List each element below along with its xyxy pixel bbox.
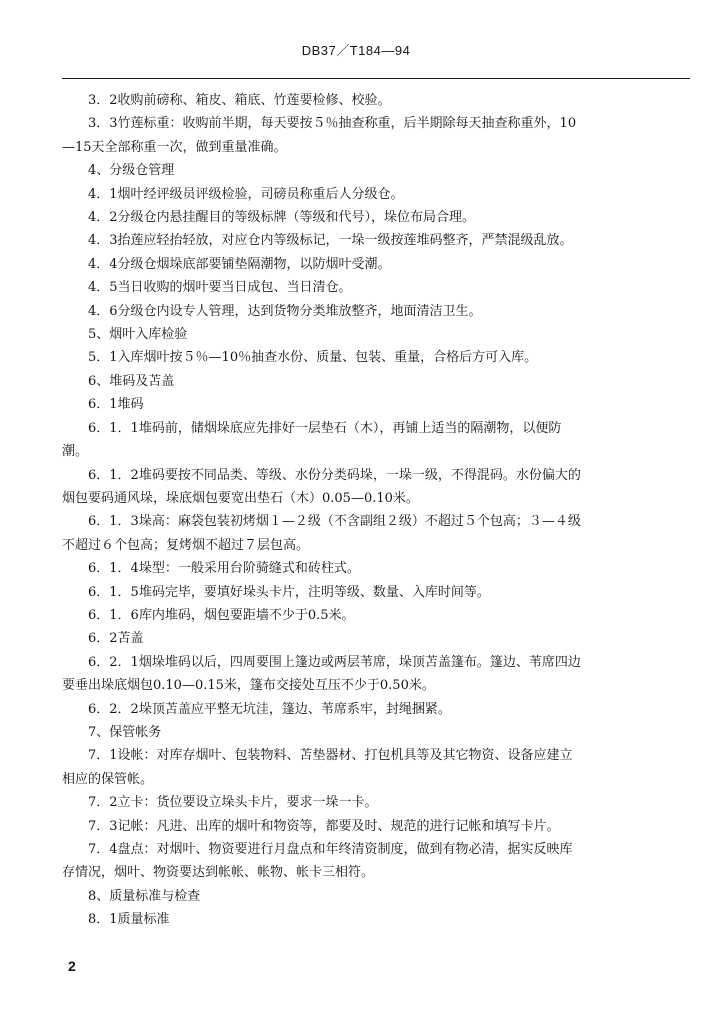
- text-line: 不超过６个包高；复烤烟不超过７层包高。: [62, 537, 310, 553]
- text-line: 5．1入库烟叶按５％—10％抽查水份、质量、包装、重量，合格后方可入库。: [88, 350, 538, 366]
- text-line: 存情况，烟叶、物资要达到帐帐、帐物、帐卡三相符。: [62, 865, 375, 881]
- text-line: 要垂出垛底烟包0.10—0.15米，篷布交接处互压不少于0.50米。: [62, 678, 435, 694]
- text-line: 6．1．4垛型：一般采用台阶骑缝式和砖柱式。: [88, 561, 360, 577]
- text-line: 7．4盘点：对烟叶、物资要进行月盘点和年终清资制度，做到有物必清，据实反映库: [88, 842, 573, 857]
- page-number: 2: [68, 958, 76, 974]
- text-line: 4．4分级仓烟垛底部要铺垫隔潮物，以防烟叶受潮。: [88, 256, 391, 272]
- text-line: —15天全部称重一次，做到重量准确。: [62, 139, 287, 155]
- document-code-header: DB37／T184—94: [301, 43, 411, 58]
- text-line: 4．5当日收购的烟叶要当日成包、当日清仓。: [88, 280, 352, 296]
- text-line: 7．1设帐：对库存烟叶、包装物料、苫垫器材、打包机具等及其它物资、设备应建立: [88, 748, 573, 764]
- text-line: 4、分级仓管理: [88, 163, 175, 179]
- text-line: 潮。: [62, 444, 89, 460]
- document-body: [62, 89, 690, 932]
- text-line: 6．1．3垛高：麻袋包装初烤烟１—２级（不含副组２级）不超过５个包高；３—４级: [88, 514, 581, 530]
- text-line: 4．1烟叶经评级员评级检验，司磅员称重后人分级仓。: [88, 186, 404, 202]
- text-line: 烟包要码通风垛，垛底烟包要宽出垫石（木）0.05—0.10米。: [62, 490, 419, 506]
- text-line: 8、质量标准与检查: [88, 888, 201, 904]
- text-line: 6．1．2堆码要按不同品类、等级、水份分类码垛，一垛一级，不得混码。水份偏大的: [88, 467, 581, 483]
- text-line: 相应的保管帐。: [62, 771, 154, 787]
- text-line: 5、烟叶入库检验: [88, 327, 188, 343]
- text-line: 6．1．1堆码前，储烟垛底应先排好一层垫石（木），再铺上适当的隔潮物，以便防: [88, 420, 562, 436]
- header-divider: [62, 78, 690, 79]
- text-line: 8．1质量标准: [88, 912, 170, 928]
- text-line: 3．2收购前磅称、箱皮、箱底、竹莲要检修、校验。: [88, 93, 391, 108]
- text-line: 6．2苫盖: [88, 631, 144, 647]
- text-line: 7．3记帐：凡进、出库的烟叶和物资等，都要及时、规范的进行记帐和填写卡片。: [88, 818, 560, 834]
- text-line: 6．2．1烟垛堆码以后，四周要围上篷边或两层苇席，垛顶苫盖篷布。篷边、苇席四边: [88, 654, 581, 670]
- text-line: 6．1堆码: [88, 397, 144, 413]
- text-line: 4．6分级仓内设专人管理，达到货物分类堆放整齐，地面清洁卫生。: [88, 303, 482, 319]
- text-line: 6．1．6库内堆码，烟包要距墙不少于0.5米。: [88, 607, 355, 623]
- text-line: 4．2分级仓内悬挂醒目的等级标牌（等级和代号），垛位布局合理。: [88, 210, 476, 226]
- text-line: 7、保管帐务: [88, 724, 162, 740]
- text-line: 6．2．2垛顶苫盖应平整无坑洼，篷边、苇席系牢，封绳捆紧。: [88, 701, 451, 717]
- text-line: 4．3抬莲应轻抬轻放，对应仓内等级标记，一垛一级按莲堆码整齐，严禁混级乱放。: [88, 233, 573, 249]
- text-line: 6．1．5堆码完毕，要填好垛头卡片，注明等级、数量、入库时间等。: [88, 584, 490, 600]
- text-line: 7．2立卡：货位要设立垛头卡片，要求一垛一卡。: [88, 795, 378, 811]
- text-line: 6、堆码及苫盖: [88, 373, 175, 389]
- text-line: 3．3竹莲标重：收购前半期，每天要按５％抽查称重，后半期除每天抽查称重外，10: [88, 116, 577, 132]
